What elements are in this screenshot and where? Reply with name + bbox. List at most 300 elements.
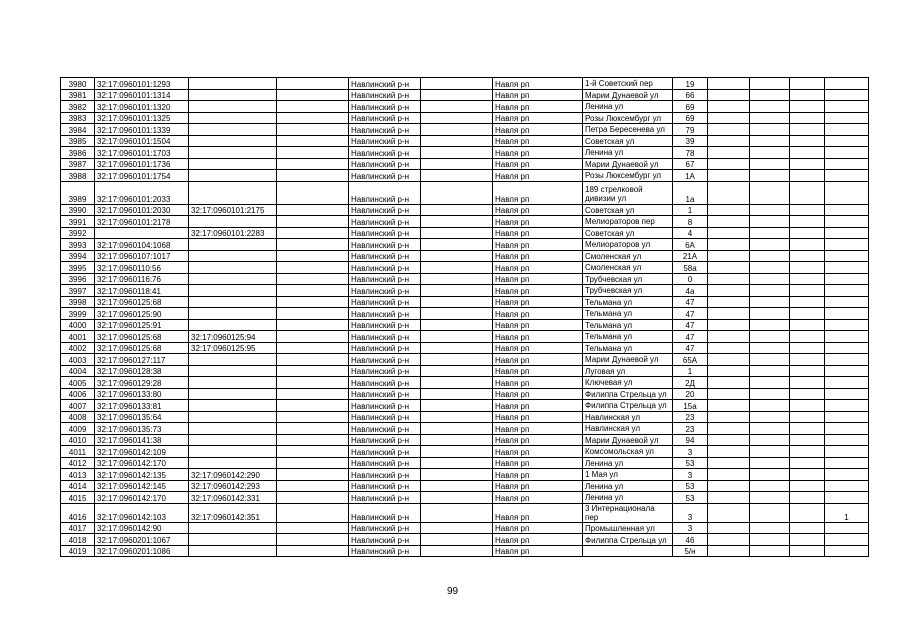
cell-linked-cadastral-number: 32:17:0960101:2175: [189, 204, 277, 216]
cell-empty-col: [277, 331, 349, 343]
cell-empty-col: [708, 522, 750, 534]
cell-empty-col: [790, 365, 825, 377]
cell-row-number: 3994: [61, 250, 95, 262]
cell-empty-col: [277, 308, 349, 320]
cell-empty-col: [790, 250, 825, 262]
table-row: [61, 411, 869, 423]
cell-empty-col: [421, 522, 493, 534]
cell-flag: [825, 227, 869, 239]
cell-empty-col: [277, 365, 349, 377]
cell-empty-col: [750, 204, 790, 216]
cell-empty-col: [790, 423, 825, 435]
page-number: 99: [446, 586, 459, 597]
cell-flag: 1: [825, 503, 869, 522]
cell-flag: [825, 545, 869, 557]
cell-house-number: 47: [673, 331, 708, 343]
cell-street: Петра Бересенева ул: [583, 124, 673, 136]
cell-empty-col: [708, 147, 750, 159]
cell-linked-cadastral-number: [189, 319, 277, 331]
cell-empty-col: [790, 285, 825, 297]
cell-district: Навлинский р-н: [349, 354, 421, 366]
cell-cadastral-number: 32:17:0960141:38: [95, 434, 189, 446]
cell-house-number: 53: [673, 492, 708, 504]
cell-empty-col: [750, 534, 790, 546]
table-row: [61, 181, 869, 204]
cell-linked-cadastral-number: [189, 124, 277, 136]
cell-empty-col: [421, 492, 493, 504]
cell-cadastral-number: 32:17:0960201:1086: [95, 545, 189, 557]
cell-locality: Навля рп: [493, 170, 583, 182]
table-row: [61, 319, 869, 331]
cell-street: Филиппа Стрельца ул: [583, 388, 673, 400]
cell-street: Луговая ул: [583, 365, 673, 377]
cell-locality: Навля рп: [493, 112, 583, 124]
cell-district: Навлинский р-н: [349, 377, 421, 389]
cell-district: Навлинский р-н: [349, 227, 421, 239]
cell-row-number: 3980: [61, 78, 95, 90]
cell-house-number: 20: [673, 388, 708, 400]
cell-empty-col: [277, 170, 349, 182]
cell-linked-cadastral-number: [189, 388, 277, 400]
cell-empty-col: [708, 158, 750, 170]
cell-empty-col: [421, 285, 493, 297]
cell-house-number: 3: [673, 469, 708, 481]
table-row: [61, 434, 869, 446]
cell-street: Ленина ул: [583, 101, 673, 113]
cell-linked-cadastral-number: 32:17:0960142:290: [189, 469, 277, 481]
cell-empty-col: [750, 147, 790, 159]
table-row: [61, 124, 869, 136]
cell-row-number: 3991: [61, 216, 95, 228]
cell-cadastral-number: 32:17:0960125:68: [95, 331, 189, 343]
cell-street: Ленина ул: [583, 457, 673, 469]
cell-empty-col: [708, 250, 750, 262]
cell-empty-col: [750, 400, 790, 412]
cell-empty-col: [277, 204, 349, 216]
cell-district: Навлинский р-н: [349, 434, 421, 446]
cell-street: Трубчевская ул: [583, 273, 673, 285]
cell-empty-col: [277, 158, 349, 170]
cell-street: Смоленская ул: [583, 262, 673, 274]
cell-cadastral-number: 32:17:0960101:1504: [95, 135, 189, 147]
cell-district: Навлинский р-н: [349, 503, 421, 522]
cell-empty-col: [708, 135, 750, 147]
cell-flag: [825, 457, 869, 469]
cell-empty-col: [750, 101, 790, 113]
cell-row-number: 4006: [61, 388, 95, 400]
cell-empty-col: [421, 158, 493, 170]
cell-empty-col: [708, 78, 750, 90]
cell-house-number: 47: [673, 319, 708, 331]
cell-empty-col: [790, 354, 825, 366]
cell-district: Навлинский р-н: [349, 124, 421, 136]
cell-empty-col: [750, 308, 790, 320]
cell-linked-cadastral-number: [189, 377, 277, 389]
cell-flag: [825, 204, 869, 216]
cell-empty-col: [750, 492, 790, 504]
cell-empty-col: [750, 250, 790, 262]
cell-empty-col: [708, 101, 750, 113]
cell-cadastral-number: 32:17:0960116:76: [95, 273, 189, 285]
cell-locality: Навля рп: [493, 204, 583, 216]
cell-row-number: 4008: [61, 411, 95, 423]
cell-empty-col: [421, 480, 493, 492]
cell-empty-col: [421, 354, 493, 366]
cell-cadastral-number: 32:17:0960142:103: [95, 503, 189, 522]
cell-street: Марии Дунаевой ул: [583, 158, 673, 170]
cell-empty-col: [421, 135, 493, 147]
cell-empty-col: [277, 250, 349, 262]
table-row: [61, 273, 869, 285]
table-row: [61, 331, 869, 343]
cell-empty-col: [421, 181, 493, 204]
cell-linked-cadastral-number: [189, 78, 277, 90]
cell-street: Филиппа Стрельца ул: [583, 400, 673, 412]
cell-flag: [825, 388, 869, 400]
cell-row-number: 4005: [61, 377, 95, 389]
cell-empty-col: [708, 296, 750, 308]
cell-cadastral-number: 32:17:0960110:56: [95, 262, 189, 274]
cell-empty-col: [708, 377, 750, 389]
cell-locality: Навля рп: [493, 503, 583, 522]
cell-empty-col: [277, 89, 349, 101]
cell-house-number: 58а: [673, 262, 708, 274]
cell-flag: [825, 147, 869, 159]
cell-empty-col: [750, 434, 790, 446]
cell-empty-col: [421, 124, 493, 136]
cell-cadastral-number: 32:17:0960142:109: [95, 446, 189, 458]
cell-linked-cadastral-number: [189, 457, 277, 469]
cell-locality: Навля рп: [493, 250, 583, 262]
cell-row-number: 3984: [61, 124, 95, 136]
cell-linked-cadastral-number: [189, 101, 277, 113]
cell-flag: [825, 112, 869, 124]
table-row: [61, 423, 869, 435]
table-row: [61, 446, 869, 458]
cell-house-number: 66: [673, 89, 708, 101]
cell-linked-cadastral-number: 32:17:0960125:94: [189, 331, 277, 343]
cell-empty-col: [790, 342, 825, 354]
cell-cadastral-number: 32:17:0960142:135: [95, 469, 189, 481]
cell-empty-col: [708, 170, 750, 182]
cell-row-number: 3987: [61, 158, 95, 170]
cell-empty-col: [750, 124, 790, 136]
cell-flag: [825, 377, 869, 389]
table-row: [61, 492, 869, 504]
cell-empty-col: [277, 469, 349, 481]
cell-row-number: 3989: [61, 181, 95, 204]
cell-district: Навлинский р-н: [349, 112, 421, 124]
cell-flag: [825, 181, 869, 204]
cell-row-number: 4012: [61, 457, 95, 469]
cell-empty-col: [708, 534, 750, 546]
cell-locality: Навля рп: [493, 342, 583, 354]
cell-house-number: 69: [673, 112, 708, 124]
cell-empty-col: [708, 342, 750, 354]
cell-linked-cadastral-number: [189, 216, 277, 228]
cell-empty-col: [277, 480, 349, 492]
cell-locality: Навля рп: [493, 285, 583, 297]
table-body: [61, 78, 869, 557]
cell-empty-col: [421, 204, 493, 216]
cell-district: Навлинский р-н: [349, 273, 421, 285]
cell-flag: [825, 446, 869, 458]
cell-street: Навлинская ул: [583, 411, 673, 423]
cell-empty-col: [708, 423, 750, 435]
cell-street: Навлинская ул: [583, 423, 673, 435]
cell-house-number: 46: [673, 534, 708, 546]
cell-empty-col: [277, 534, 349, 546]
cell-row-number: 3981: [61, 89, 95, 101]
cell-row-number: 3990: [61, 204, 95, 216]
cell-house-number: 23: [673, 423, 708, 435]
cell-linked-cadastral-number: [189, 411, 277, 423]
cell-empty-col: [421, 331, 493, 343]
cell-linked-cadastral-number: [189, 296, 277, 308]
cell-flag: [825, 319, 869, 331]
cell-flag: [825, 239, 869, 251]
cell-district: Навлинский р-н: [349, 285, 421, 297]
cell-empty-col: [421, 400, 493, 412]
cell-flag: [825, 354, 869, 366]
cell-locality: Навля рп: [493, 534, 583, 546]
cell-locality: Навля рп: [493, 319, 583, 331]
cell-empty-col: [421, 273, 493, 285]
cell-linked-cadastral-number: [189, 434, 277, 446]
cell-locality: Навля рп: [493, 89, 583, 101]
cell-flag: [825, 365, 869, 377]
cell-empty-col: [421, 534, 493, 546]
cell-locality: Навля рп: [493, 377, 583, 389]
cell-locality: Навля рп: [493, 158, 583, 170]
cell-empty-col: [790, 457, 825, 469]
cell-street: Розы Люксембург ул: [583, 112, 673, 124]
cell-empty-col: [277, 342, 349, 354]
cell-empty-col: [708, 400, 750, 412]
cell-empty-col: [277, 239, 349, 251]
cell-district: Навлинский р-н: [349, 411, 421, 423]
cell-empty-col: [421, 545, 493, 557]
cell-cadastral-number: 32:17:0960101:1314: [95, 89, 189, 101]
cell-flag: [825, 89, 869, 101]
cell-empty-col: [421, 170, 493, 182]
cell-flag: [825, 522, 869, 534]
cell-locality: Навля рп: [493, 545, 583, 557]
cell-house-number: 0: [673, 273, 708, 285]
cell-flag: [825, 285, 869, 297]
cell-linked-cadastral-number: [189, 534, 277, 546]
cell-empty-col: [790, 112, 825, 124]
cell-empty-col: [421, 411, 493, 423]
cell-empty-col: [277, 545, 349, 557]
cell-empty-col: [277, 446, 349, 458]
cell-street: Тельмана ул: [583, 319, 673, 331]
cell-locality: Навля рп: [493, 262, 583, 274]
cell-empty-col: [708, 434, 750, 446]
table-row: [61, 365, 869, 377]
cell-street: Тельмана ул: [583, 342, 673, 354]
cell-cadastral-number: 32:17:0960101:1703: [95, 147, 189, 159]
cell-empty-col: [790, 545, 825, 557]
cell-street: Марии Дунаевой ул: [583, 434, 673, 446]
cell-locality: Навля рп: [493, 411, 583, 423]
cell-flag: [825, 101, 869, 113]
cell-row-number: 4014: [61, 480, 95, 492]
cell-empty-col: [277, 492, 349, 504]
cell-empty-col: [790, 296, 825, 308]
cell-empty-col: [790, 331, 825, 343]
table-row: [61, 534, 869, 546]
cell-empty-col: [750, 480, 790, 492]
cell-empty-col: [750, 216, 790, 228]
cell-district: Навлинский р-н: [349, 388, 421, 400]
table-row: [61, 101, 869, 113]
cell-empty-col: [790, 273, 825, 285]
cell-district: Навлинский р-н: [349, 480, 421, 492]
cell-street: Смоленская ул: [583, 250, 673, 262]
cell-cadastral-number: 32:17:0960101:2178: [95, 216, 189, 228]
cell-row-number: 3998: [61, 296, 95, 308]
cell-empty-col: [708, 239, 750, 251]
cell-flag: [825, 158, 869, 170]
table-row: [61, 480, 869, 492]
cell-empty-col: [750, 331, 790, 343]
cell-empty-col: [277, 319, 349, 331]
table-row: [61, 204, 869, 216]
cell-locality: Навля рп: [493, 239, 583, 251]
cell-district: Навлинский р-н: [349, 319, 421, 331]
cell-empty-col: [421, 262, 493, 274]
cell-locality: Навля рп: [493, 492, 583, 504]
cell-locality: Навля рп: [493, 147, 583, 159]
cell-house-number: 5/н: [673, 545, 708, 557]
cell-empty-col: [750, 319, 790, 331]
cell-locality: Навля рп: [493, 434, 583, 446]
cell-linked-cadastral-number: [189, 522, 277, 534]
table-row: [61, 522, 869, 534]
cell-empty-col: [277, 135, 349, 147]
cell-empty-col: [421, 377, 493, 389]
cell-empty-col: [421, 78, 493, 90]
cell-row-number: 4007: [61, 400, 95, 412]
cell-locality: Навля рп: [493, 388, 583, 400]
cell-empty-col: [708, 285, 750, 297]
cell-house-number: 2Д: [673, 377, 708, 389]
cell-district: Навлинский р-н: [349, 262, 421, 274]
cell-row-number: 3985: [61, 135, 95, 147]
cell-cadastral-number: 32:17:0960133:80: [95, 388, 189, 400]
cell-empty-col: [790, 434, 825, 446]
cell-district: Навлинский р-н: [349, 135, 421, 147]
cell-empty-col: [708, 89, 750, 101]
cell-empty-col: [790, 124, 825, 136]
cell-house-number: 6А: [673, 239, 708, 251]
cell-empty-col: [277, 273, 349, 285]
cell-flag: [825, 216, 869, 228]
cell-cadastral-number: 32:17:0960128:38: [95, 365, 189, 377]
cell-row-number: 4016: [61, 503, 95, 522]
cell-street: Тельмана ул: [583, 296, 673, 308]
cell-empty-col: [790, 377, 825, 389]
cell-empty-col: [790, 446, 825, 458]
cell-empty-col: [421, 216, 493, 228]
cell-empty-col: [277, 147, 349, 159]
cell-empty-col: [421, 239, 493, 251]
cell-empty-col: [750, 227, 790, 239]
cell-house-number: 47: [673, 308, 708, 320]
cell-row-number: 4010: [61, 434, 95, 446]
cell-empty-col: [708, 365, 750, 377]
cell-empty-col: [750, 181, 790, 204]
cell-locality: Навля рп: [493, 480, 583, 492]
cell-house-number: 23: [673, 411, 708, 423]
cell-empty-col: [790, 135, 825, 147]
cell-flag: [825, 342, 869, 354]
cell-street: 3 Интернационала пер: [583, 503, 673, 522]
cell-house-number: 3: [673, 522, 708, 534]
cell-house-number: 94: [673, 434, 708, 446]
cell-empty-col: [421, 503, 493, 522]
cell-cadastral-number: 32:17:0960129:28: [95, 377, 189, 389]
cell-flag: [825, 480, 869, 492]
cell-linked-cadastral-number: [189, 354, 277, 366]
table-row: [61, 388, 869, 400]
cell-empty-col: [750, 503, 790, 522]
cell-empty-col: [421, 308, 493, 320]
cell-locality: Навля рп: [493, 423, 583, 435]
cell-house-number: 3: [673, 503, 708, 522]
cell-empty-col: [750, 273, 790, 285]
cell-cadastral-number: 32:17:0960135:64: [95, 411, 189, 423]
table-row: [61, 469, 869, 481]
cell-street: Советская ул: [583, 227, 673, 239]
cell-cadastral-number: 32:17:0960142:145: [95, 480, 189, 492]
cell-flag: [825, 262, 869, 274]
cell-district: Навлинский р-н: [349, 147, 421, 159]
cell-empty-col: [790, 216, 825, 228]
cell-empty-col: [277, 285, 349, 297]
cell-empty-col: [750, 354, 790, 366]
cell-cadastral-number: 32:17:0960104:1068: [95, 239, 189, 251]
cell-empty-col: [277, 227, 349, 239]
cell-street: Ленина ул: [583, 492, 673, 504]
cell-row-number: 3983: [61, 112, 95, 124]
cell-street: [583, 545, 673, 557]
cell-empty-col: [277, 112, 349, 124]
cell-empty-col: [750, 365, 790, 377]
cell-locality: Навля рп: [493, 78, 583, 90]
cell-empty-col: [790, 78, 825, 90]
cell-empty-col: [421, 227, 493, 239]
cell-locality: Навля рп: [493, 124, 583, 136]
cell-empty-col: [708, 319, 750, 331]
cell-empty-col: [421, 446, 493, 458]
cell-empty-col: [421, 101, 493, 113]
cell-locality: Навля рп: [493, 469, 583, 481]
cell-empty-col: [750, 78, 790, 90]
cell-house-number: 39: [673, 135, 708, 147]
cell-flag: [825, 492, 869, 504]
cell-locality: Навля рп: [493, 273, 583, 285]
cell-empty-col: [750, 469, 790, 481]
cell-house-number: 1А: [673, 170, 708, 182]
cell-empty-col: [790, 204, 825, 216]
cell-row-number: 4015: [61, 492, 95, 504]
cell-cadastral-number: 32:17:0960101:2033: [95, 181, 189, 204]
cell-locality: Навля рп: [493, 227, 583, 239]
cell-row-number: 4000: [61, 319, 95, 331]
cell-empty-col: [421, 319, 493, 331]
